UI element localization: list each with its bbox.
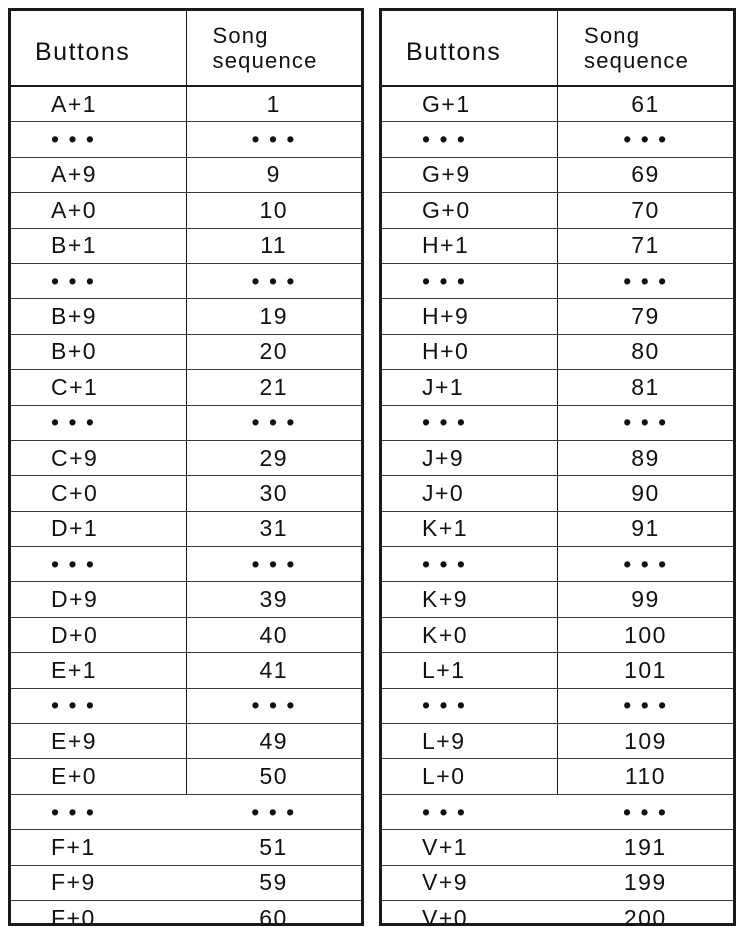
button-combo-cell: K+0 <box>382 617 558 652</box>
table-row <box>382 299 733 334</box>
table-row <box>382 440 733 475</box>
song-sequence-cell: 41 <box>186 653 361 688</box>
song-header-line1: Song <box>584 23 641 48</box>
song-sequence-cell: 109 <box>558 724 734 759</box>
table-row <box>11 653 361 688</box>
song-sequence-header <box>186 11 361 86</box>
song-sequence-cell: 39 <box>186 582 361 617</box>
button-combo-cell: C+0 <box>11 476 186 511</box>
song-sequence-cell: • • • <box>558 794 734 829</box>
song-sequence-cell: 90 <box>558 476 734 511</box>
song-sequence-cell: 49 <box>186 724 361 759</box>
ellipsis-row <box>11 547 361 582</box>
song-table-right <box>382 11 733 935</box>
table-row <box>11 157 361 192</box>
button-combo-cell: V+0 <box>422 904 469 931</box>
table-row <box>382 370 733 405</box>
table-row <box>382 865 733 900</box>
button-combo-cell: • • • <box>382 122 558 157</box>
song-sequence-cell: 71 <box>558 228 734 263</box>
song-header-line2: sequence <box>584 48 690 73</box>
button-combo-cell: J+9 <box>382 440 558 475</box>
table-row <box>11 511 361 546</box>
table-row <box>11 582 361 617</box>
song-sequence-cell: • • • <box>186 122 361 157</box>
button-combo-cell: H+0 <box>382 334 558 369</box>
right-table-panel <box>379 8 736 931</box>
song-sequence-cell: 1 <box>186 86 361 122</box>
button-combo-cell: B+9 <box>11 299 186 334</box>
button-combo-cell: C+1 <box>11 370 186 405</box>
table-row <box>382 193 733 228</box>
ellipsis-row <box>11 405 361 440</box>
song-sequence-cell: 89 <box>558 440 734 475</box>
button-combo-cell: J+1 <box>382 370 558 405</box>
button-combo-cell: • • • <box>382 794 558 829</box>
song-sequence-cell: 11 <box>186 228 361 263</box>
ellipsis-row <box>382 688 733 723</box>
button-combo-cell: D+9 <box>11 582 186 617</box>
button-combo-cell: G+9 <box>382 157 558 192</box>
song-sequence-cell: 191 <box>558 830 734 865</box>
song-sequence-cell: 20 <box>186 334 361 369</box>
table-row <box>11 299 361 334</box>
song-sequence-cell: • • • <box>558 688 734 723</box>
song-table-left <box>11 11 361 935</box>
ellipsis-row <box>11 263 361 298</box>
button-combo-cell: G+0 <box>382 193 558 228</box>
button-combo-cell: J+0 <box>382 476 558 511</box>
song-sequence-cell: 50 <box>186 759 361 794</box>
button-combo-cell: G+1 <box>382 86 558 122</box>
song-sequence-cell: 101 <box>558 653 734 688</box>
song-sequence-cell: 51 <box>186 830 361 865</box>
song-sequence-cell: 91 <box>558 511 734 546</box>
header-row <box>382 11 733 86</box>
song-sequence-cell: 21 <box>186 370 361 405</box>
table-row <box>11 865 361 900</box>
table-row <box>382 582 733 617</box>
button-combo-cell: E+1 <box>11 653 186 688</box>
table-row <box>382 157 733 192</box>
song-sequence-cell: • • • <box>558 547 734 582</box>
song-sequence-cell: 69 <box>558 157 734 192</box>
ellipsis-row <box>11 688 361 723</box>
button-combo-cell: F+1 <box>11 830 186 865</box>
ellipsis-row <box>382 122 733 157</box>
header-row <box>11 11 361 86</box>
table-row <box>382 228 733 263</box>
button-combo-cell: F+0 <box>51 904 96 931</box>
song-sequence-cell: 60 <box>259 904 288 931</box>
table-body-right <box>382 86 733 935</box>
song-sequence-cell: 199 <box>558 865 734 900</box>
table-row <box>382 476 733 511</box>
ellipsis-row <box>11 794 361 829</box>
button-combo-cell: • • • <box>11 263 186 298</box>
button-combo-cell: E+9 <box>11 724 186 759</box>
table-row <box>11 900 361 935</box>
song-sequence-cell: • • • <box>186 794 361 829</box>
table-row <box>11 334 361 369</box>
song-sequence-cell: • • • <box>186 405 361 440</box>
song-header-line1: Song <box>212 23 269 48</box>
button-combo-cell: • • • <box>11 688 186 723</box>
table-row <box>11 724 361 759</box>
ellipsis-row <box>382 263 733 298</box>
ellipsis-row <box>382 405 733 440</box>
table-row <box>11 193 361 228</box>
button-combo-cell: D+1 <box>11 511 186 546</box>
ellipsis-row <box>382 547 733 582</box>
table-row <box>11 759 361 794</box>
song-sequence-cell: 29 <box>186 440 361 475</box>
button-combo-cell: L+0 <box>382 759 558 794</box>
ellipsis-row <box>11 122 361 157</box>
button-combo-cell: E+0 <box>11 759 186 794</box>
button-combo-cell: A+1 <box>11 86 186 122</box>
table-body-left <box>11 86 361 935</box>
table-row <box>11 830 361 865</box>
table-row <box>382 900 733 935</box>
button-combo-cell: L+1 <box>382 653 558 688</box>
button-combo-cell: • • • <box>11 405 186 440</box>
button-combo-cell: D+0 <box>11 617 186 652</box>
button-combo-cell: H+9 <box>382 299 558 334</box>
button-combo-cell: • • • <box>382 547 558 582</box>
left-table-panel <box>8 8 364 931</box>
song-sequence-cell: 40 <box>186 617 361 652</box>
song-sequence-cell: • • • <box>186 547 361 582</box>
button-combo-cell: • • • <box>11 547 186 582</box>
song-sequence-cell: • • • <box>558 122 734 157</box>
table-row <box>11 370 361 405</box>
song-sequence-cell: • • • <box>186 688 361 723</box>
table-row <box>11 228 361 263</box>
buttons-header: Buttons <box>11 11 186 86</box>
table-row <box>382 617 733 652</box>
table-row <box>382 759 733 794</box>
song-sequence-cell: 79 <box>558 299 734 334</box>
song-sequence-header <box>558 11 734 86</box>
button-combo-cell: • • • <box>382 263 558 298</box>
ellipsis-row <box>382 794 733 829</box>
song-sequence-cell: 30 <box>186 476 361 511</box>
table-row <box>382 511 733 546</box>
table-row <box>11 476 361 511</box>
table-row <box>382 86 733 122</box>
song-sequence-cell: 31 <box>186 511 361 546</box>
song-sequence-cell: • • • <box>558 263 734 298</box>
song-sequence-cell: 59 <box>186 865 361 900</box>
button-combo-cell: • • • <box>382 688 558 723</box>
table-row <box>382 653 733 688</box>
song-sequence-cell: • • • <box>186 263 361 298</box>
table-row <box>11 86 361 122</box>
song-sequence-cell: 100 <box>558 617 734 652</box>
button-combo-cell: A+0 <box>11 193 186 228</box>
table-row <box>11 617 361 652</box>
button-combo-cell: V+1 <box>382 830 558 865</box>
button-combo-cell: B+1 <box>11 228 186 263</box>
song-header-line2: sequence <box>212 48 318 73</box>
button-combo-cell: F+9 <box>11 865 186 900</box>
buttons-header: Buttons <box>382 11 558 86</box>
button-combo-cell: V+9 <box>382 865 558 900</box>
song-sequence-cell: 80 <box>558 334 734 369</box>
song-sequence-cell: 81 <box>558 370 734 405</box>
button-combo-cell: B+0 <box>11 334 186 369</box>
table-row <box>382 830 733 865</box>
button-combo-cell: H+1 <box>382 228 558 263</box>
song-sequence-cell: 19 <box>186 299 361 334</box>
song-sequence-cell: 99 <box>558 582 734 617</box>
song-sequence-cell: • • • <box>558 405 734 440</box>
button-combo-cell: L+9 <box>382 724 558 759</box>
button-combo-cell: • • • <box>382 405 558 440</box>
button-combo-cell: A+9 <box>11 157 186 192</box>
button-combo-cell: K+9 <box>382 582 558 617</box>
song-sequence-cell: 200 <box>623 904 667 931</box>
song-sequence-cell: 9 <box>186 157 361 192</box>
song-sequence-cell: 10 <box>186 193 361 228</box>
table-row <box>382 724 733 759</box>
button-combo-cell: • • • <box>11 794 186 829</box>
table-row <box>382 334 733 369</box>
button-combo-cell: • • • <box>11 122 186 157</box>
button-combo-cell: C+9 <box>11 440 186 475</box>
song-sequence-cell: 110 <box>558 759 734 794</box>
song-sequence-cell: 70 <box>558 193 734 228</box>
song-sequence-cell: 61 <box>558 86 734 122</box>
button-combo-cell: K+1 <box>382 511 558 546</box>
table-row <box>11 440 361 475</box>
